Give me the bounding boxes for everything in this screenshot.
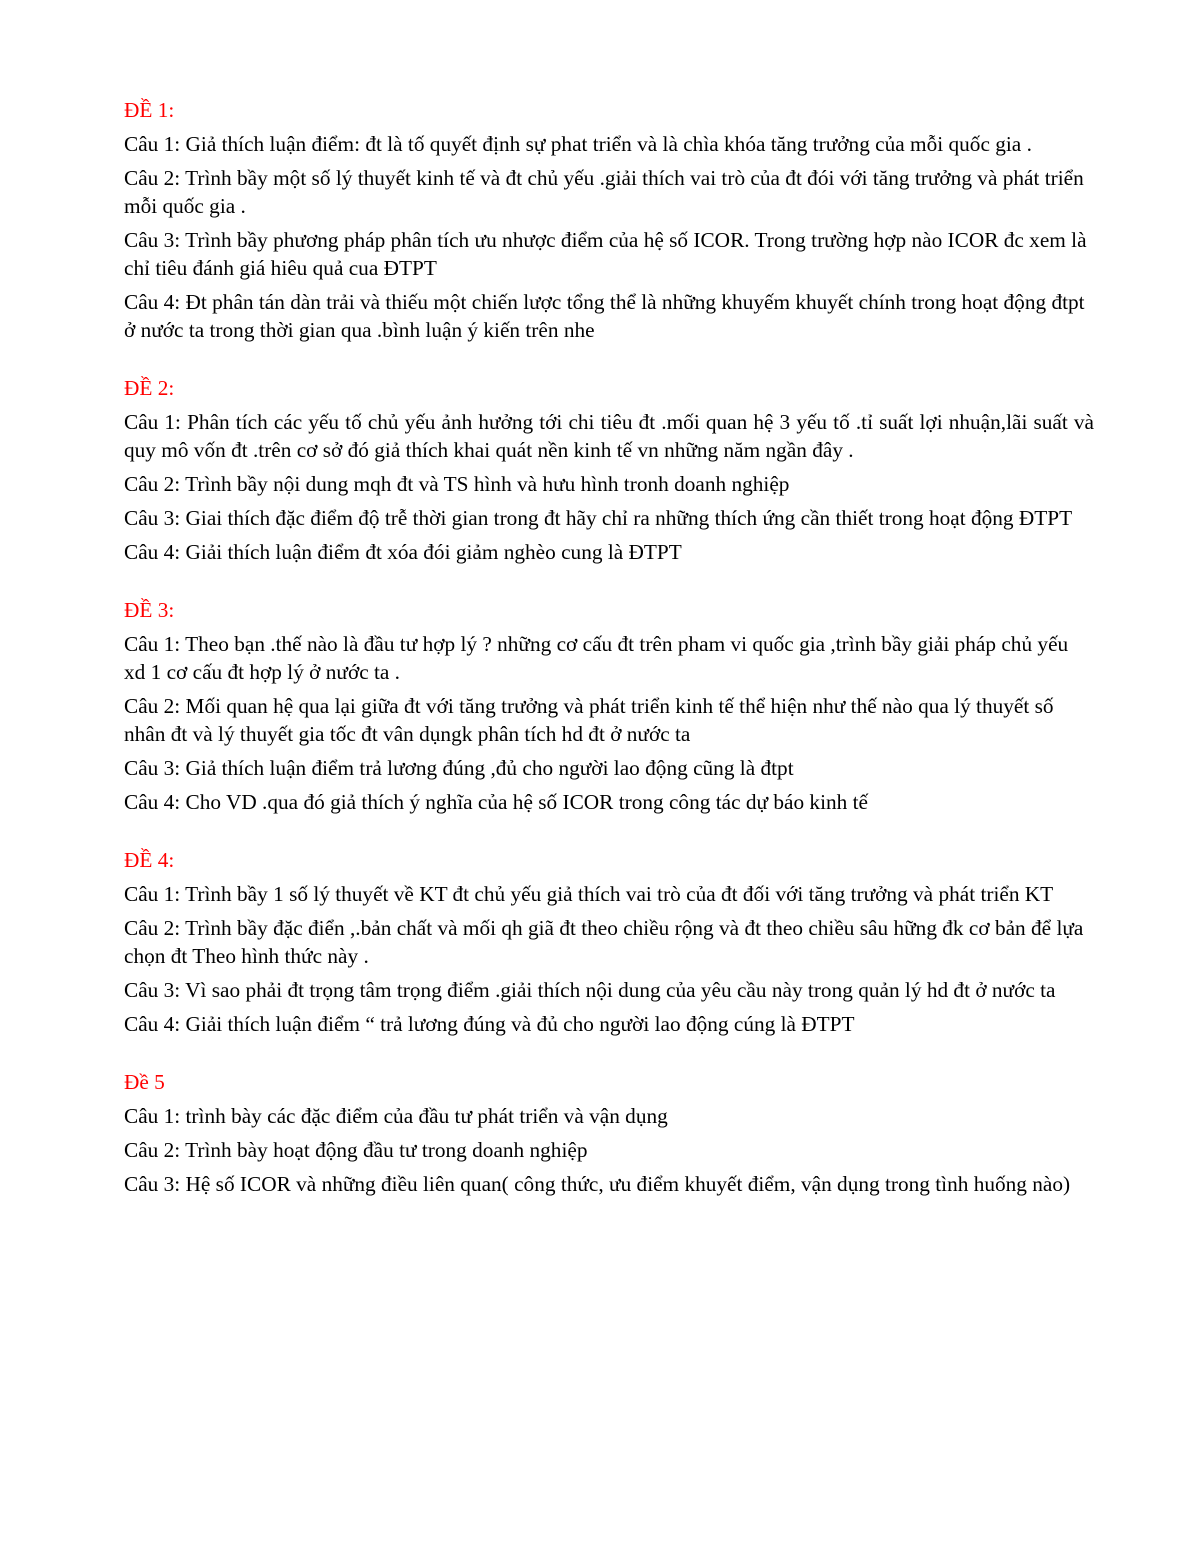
question-item: Câu 1: Giả thích luận điểm: đt là tố quyết định sự phat triển và là chìa khóa tăng trưởng của mỗi quốc gia . bbox=[124, 132, 1032, 156]
question-item: Câu 4: Giải thích luận điểm đt xóa đói giảm nghèo cung là ĐTPT bbox=[124, 540, 682, 564]
question-item: Câu 3: Giả thích luận điểm trả lương đúng ,đủ cho người lao động cũng là đtpt bbox=[124, 756, 794, 780]
exam-section-5 bbox=[124, 1068, 1094, 1198]
question-item: Câu 1: Phân tích các yếu tố chủ yếu ảnh hưởng tới chi tiêu đt .mối quan hệ 3 yếu tố .tỉ suất lợi nhuận,lãi suất và quy mô vốn đt .trên cơ sở đó giả thích khai quát nền kinh tế vn những năm ngần đây . bbox=[124, 410, 1094, 462]
question-item: Câu 3: Vì sao phải đt trọng tâm trọng điểm .giải thích nội dung của yêu cầu này trong quản lý hd đt ở nước ta bbox=[124, 978, 1056, 1002]
section-heading: Đề 5 bbox=[124, 1070, 165, 1094]
section-heading: ĐỀ 3: bbox=[124, 598, 175, 622]
question-item: Câu 2: Mối quan hệ qua lại giữa đt với tăng trưởng và phát triển kinh tế thể hiện như thế nào qua lý thuyết số nhân đt và lý thuyết gia tốc đt vân dụngk phân tích hd đt ở nước ta bbox=[124, 694, 1054, 746]
question-item: Câu 3: Giai thích đặc điểm độ trễ thời gian trong đt hãy chỉ ra những thích ứng cần thiết trong hoạt động ĐTPT bbox=[124, 506, 1073, 530]
question-item: Câu 2: Trình bầy một số lý thuyết kinh tế và đt chủ yếu .giải thích vai trò của đt đói với tăng trưởng và phát triển mỗi quốc gia . bbox=[124, 166, 1084, 218]
exam-section-2 bbox=[124, 374, 1094, 566]
exam-section-3 bbox=[124, 596, 1094, 816]
question-item: Câu 4: Giải thích luận điểm “ trả lương đúng và đủ cho người lao động cúng là ĐTPT bbox=[124, 1012, 855, 1036]
section-heading: ĐỀ 4: bbox=[124, 848, 175, 872]
question-item: Câu 2: Trình bầy đặc điển ,.bản chất và mối qh giã đt theo chiều rộng và đt theo chiều sâu hững đk cơ bản để lựa chọn đt Theo hình thức này . bbox=[124, 916, 1084, 968]
question-item: Câu 1: Theo bạn .thế nào là đầu tư hợp lý ? những cơ cấu đt trên pham vi quốc gia ,trình bầy giải pháp chủ yếu xd 1 cơ cấu đt hợp lý ở nước ta . bbox=[124, 632, 1069, 684]
question-item: Câu 4: Đt phân tán dàn trải và thiếu một chiến lược tổng thể là những khuyếm khuyết chính trong hoạt động đtpt ở nước ta trong thời gian qua .bình luận ý kiến trên nhe bbox=[124, 290, 1085, 342]
exam-section-4 bbox=[124, 846, 1094, 1038]
question-item: Câu 2: Trình bầy nội dung mqh đt và TS hình và hưu hình tronh doanh nghiệp bbox=[124, 472, 790, 496]
question-item: Câu 2: Trình bày hoạt động đầu tư trong doanh nghiệp bbox=[124, 1138, 588, 1162]
section-heading: ĐỀ 1: bbox=[124, 98, 175, 122]
document-page bbox=[124, 96, 1094, 1228]
question-item: Câu 1: trình bày các đặc điểm của đầu tư phát triển và vận dụng bbox=[124, 1104, 668, 1128]
exam-section-1 bbox=[124, 96, 1094, 344]
question-item: Câu 3: Trình bầy phương pháp phân tích ưu nhược điểm của hệ số ICOR. Trong trường hợp nào ICOR đc xem là chỉ tiêu đánh giá hiêu quả cua ĐTPT bbox=[124, 228, 1087, 280]
question-item: Câu 1: Trình bầy 1 số lý thuyết về KT đt chủ yếu giả thích vai trò của đt đối với tăng trưởng và phát triển KT bbox=[124, 882, 1054, 906]
section-heading: ĐỀ 2: bbox=[124, 376, 175, 400]
question-item: Câu 4: Cho VD .qua đó giả thích ý nghĩa của hệ số ICOR trong công tác dự báo kinh tế bbox=[124, 790, 868, 814]
question-item: Câu 3: Hệ số ICOR và những điều liên quan( công thức, ưu điểm khuyết điểm, vận dụng trong tình huống nào) bbox=[124, 1172, 1071, 1196]
